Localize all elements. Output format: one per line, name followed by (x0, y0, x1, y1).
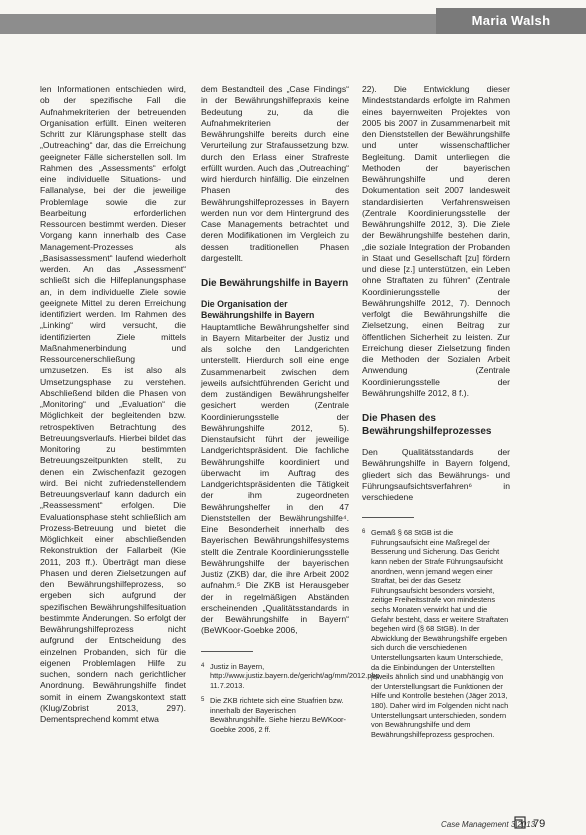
footnote-text: Die ZKB richtete sich eine Stuafrien bzw. innerhalb der Bayerischen Bewährungshilfe. Siehe hierzu BeWKoor-Goebke 2006, 2 ff. (210, 696, 346, 735)
header-bar (0, 0, 586, 36)
section-heading: Die Bewährungshilfe in Bayern (201, 278, 349, 289)
footnotes (362, 528, 510, 739)
footnote-text: Gemäß § 68 StGB ist die Führungsaufsicht eine Maßregel der Besserung und Sicherung. Das Gericht kann neben der Strafe Führungsaufsicht anordnen, wenn jemand wegen einer Straftat, bei der das Gesetz Führungsaufsicht besonders vorsieht, zeitige Freiheitsstrafe von mindestens sechs Monaten verwirkt hat und die Gefahr besteht, dass er weitere Straftaten begehen wird (§ 68 StGB). In der Abwicklung der Bewährungshilfe ergeben sich durch die verschiedenen Unterstellungsarten kaum Unterschiede, da die Einbindungen der Unterstellten jeweils ähnlich sind und unabhängig von der Unterstellungsart die Funktionen der Hilfe und Kontrolle bestehen (Jäger 2013, 180). Daher wird im Folgenden nicht nach Unterstellungsart unterschieden, sondern von Bewährungshilfe und dem Bewährungshilfeprozess gesprochen. (371, 528, 509, 739)
text-column-1 (40, 84, 186, 725)
subsection-heading: Die Organisation der Bewährungshilfe in Bayern (201, 299, 315, 321)
section-heading: Die Phasen des Bewährungshilfeprozesses (362, 413, 492, 437)
page-number: 79 (533, 818, 546, 830)
footnote-number: 5 (201, 697, 205, 704)
paragraph: Den Qualitätsstandards der Bewährungshilfe in Bayern folgend, gliedert sich das Bewährungs- und Führungsaufsichtsverfahren⁶ in verschiedene (362, 447, 510, 502)
footnote (201, 661, 380, 691)
journal-name: Case Management 3|2013 (441, 820, 536, 829)
footnote-rule (201, 651, 253, 652)
footnote-number: 6 (362, 529, 366, 536)
paragraph: 22). Die Entwicklung dieser Mindeststandards erfolgte im Rahmen eines bayernweiten Projektes von 2005 bis 2007 in Zusammenarbeit mit den Dienststellen der Bewährungshilfe und unter wissenschaftlicher Begleitung. Damit unterliegen die Methoden der bayerischen Bewährungshilfe und deren Dokumentation seit 2007 landesweit standardisierten Verfahrensweisen (Zentrale Koordinierungsstelle der Bewährungshilfe 2012, 3). Die Ziele der Bewährungshilfe bestehen darin, „die soziale Integration der Probanden in Staat und Gesellschaft [zu] fördern und diese [z.] unterstützen, ein Leben ohne Straftaten zu führen“ (Zentrale Koordinierungsstelle der Bewährungshilfe 2012, 7). Dennoch verfolgt die Bewährungshilfe die Zielsetzung, einen Beitrag zur öffentlichen Sicherheit zu leisten. Zur Erreichung dieser Zielsetzung finden die Methoden der Sozialen Arbeit Anwendung (Zentrale Koordinierungsstelle der Bewährungshilfe 2012, 8 f.). (362, 84, 510, 398)
paragraph: len Informationen entschieden wird, ob der spezifische Fall die Aufnahmekriterien der betreuenden Organisation erfüllt. Einen weiteren Schritt zur Klärungsphase stellt das „Outreaching“ dar, das die Erreichung geeigneter Fälle sicherstellen soll. Im Rahmen des „Assessments“ erfolgt eine individuelle Situations- und Fallanalyse, bei der die jeweilige Problemlage sowie die zur Bearbeitung erforderlichen Ressourcen bestimmt werden. Dieser Vorgang kann innerhalb des Case Management-Prozesses als „Basisassessment“ laufend wiederholt werden. An das „Assessment“ schließt sich die Hilfeplanungsphase an, in dem individuelle Ziele sowie geeignete Mittel zu deren Erreichung identifiziert werden. Im Rahmen des „Linking“ wird versucht, die identifizierten Ziele mittels Maßnahmenerbindung und Ressourcenerschließung umzusetzen. Es ist also als Umsetzungsphase zu verstehen. Abschließend bilden die Phasen von „Monitoring“ und „Evaluation“ die Möglichkeit der begleitenden bzw. retrospektiven Betrachtung des Betreuungsverlaufs. Hierbei bildet das Monitoring zu bestimmten Betreuungszeitpunkten stellt, zu denen ein Zwischenfazit gezogen wird. Bei nicht zufriedenstellendem Betreuungsverlauf kann dadurch ein „Reassessment“ erfolgen. Die Evaluationsphase steht schließlich am Prozess-Betreuung und bietet die Möglichkeit einer abschließenden Rekonstruktion der Fallarbeit (Kie 2011, 203 ff.). Überträgt man diese Phasen und deren Zielsetzungen auf den Bewährungshilfeprozess, so ergeben sich aufgrund der spezifischen Bewährungshilfesituation bestimmte Änderungen. So erfolgt der Bewährungshilfeprozess nicht aufgrund der Entscheidung des einzelnen Probanden, sich für die eigenen Problemlagen Hilfe zu suchen, sondern nach gerichtlicher Anordnung. Bewährungshilfe findet somit in einem Zwangskontext statt (Klug/Zobrist 2013, 297). Dementsprechend kommt etwa (40, 84, 186, 724)
footnote (362, 528, 510, 739)
author-name: Maria Walsh (436, 8, 586, 34)
text-column-3 (362, 84, 510, 745)
paragraph: Hauptamtliche Bewährungshelfer sind in Bayern Mitarbeiter der Justiz und als solche den Landgerichten unterstellt. Hierdurch soll eine enge Zusammenarbeit zwischen dem jeweils aufsichtführenden Gericht und dem zuständigen Bewährungshelfer gesichert werden (Zentrale Koordinierungsstelle der Bewährungshilfe 2012, 5). Dienstaufsicht führt der jeweilige Landgerichtspräsident. Die fachliche Bewährungshilfe koordiniert und überwacht im Auftrag des Landgerichtspräsidenten die Tätigkeit der ihm zugeordneten Bewährungshelfer in den 47 Dienststellen der Bewährungshilfe⁴. Eine Besonderheit innerhalb des Bayerischen Bewährungshilfesystems stellt die Zentrale Koordinierungsstelle Bewährungshilfe der bayerischen Justiz (ZKB) dar, die ihre Arbeit 2002 aufnahm.⁵ Die ZKB ist Herausgeber der in regelmäßigen Abständen erscheinenden „Qualitätsstandards in der Bewährungshilfe in Bayern“ (BeWKoor-Goebke 2006, (201, 321, 349, 636)
text-column-2 (201, 84, 380, 741)
footnotes (201, 661, 380, 735)
footnote-number: 4 (201, 662, 205, 669)
paragraph: dem Bestandteil des „Case Findings“ in der Bewährungshilfepraxis keine Bedeutung zu, da die Aufnahmekriterien der Bewährungshilfe bereits durch eine Verurteilung zur Strafaussetzung bzw. durch den Erlass einer Strafreste erfüllt wurden. Auch das „Outreaching“ wird hierdurch hinfällig. Die einzelnen Phasen des Bewährungshilfeprozesses in Bayern werden nun vor dem Hintergrund des Case Managements betrachtet und deren Modifikationen im Vergleich zu dessen traditionellen Phasen dargestellt. (201, 84, 349, 263)
footnote-rule (362, 517, 414, 518)
page-corner-icon (514, 816, 526, 829)
footnote (201, 696, 349, 734)
footnote-text: Justiz in Bayern, http://www.justiz.bayern.de/gericht/ag/mm/2012.php 11.7.2013. (210, 661, 380, 690)
